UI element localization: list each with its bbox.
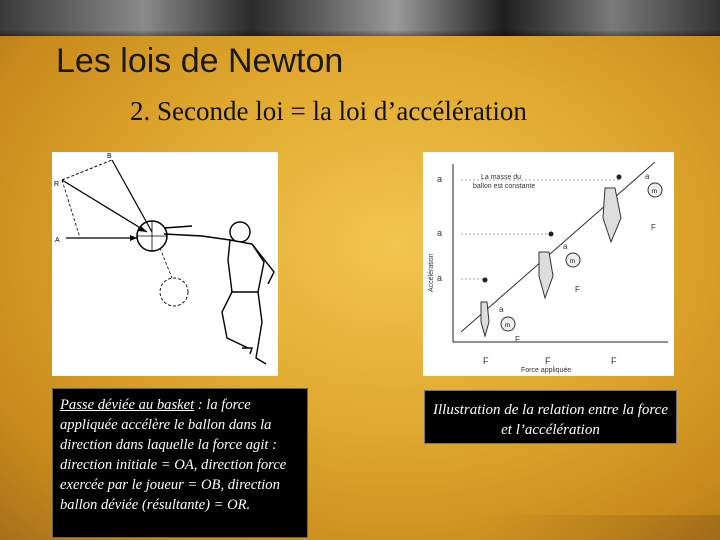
arrow-label-f2: F: [575, 285, 580, 294]
arrow-label-a3: a: [499, 305, 504, 314]
label-b: B: [107, 153, 112, 160]
caption-relation: Illustration de la relation entre la force et l’accélération: [424, 390, 677, 444]
x-tick-1: F: [483, 356, 489, 366]
arrow-label-a1: a: [563, 242, 568, 251]
basketball-diagram: [52, 152, 278, 376]
y-tick-1: a: [437, 174, 443, 184]
ball-label-1: m: [505, 323, 510, 329]
vector-b: [112, 160, 152, 232]
ball-label-3: m: [652, 189, 657, 195]
ball-label-2: m: [570, 259, 575, 265]
label-a: A: [55, 237, 60, 244]
y-tick-3: a: [437, 273, 443, 283]
arrow-label-f1: F: [515, 335, 520, 344]
x-tick-3: F: [611, 356, 617, 366]
caption-basketball-underlined: Passe déviée au basket: [60, 397, 195, 413]
x-axis-label: Force appliquée: [521, 367, 572, 374]
arrow-label-a2: a: [645, 172, 650, 181]
x-tick-2: F: [545, 356, 551, 366]
annotation-line-2: ballon est constante: [473, 183, 536, 190]
slide-subtitle: 2. Seconde loi = la loi d’accélération: [130, 96, 527, 126]
player-silhouette: [164, 222, 274, 364]
data-point-3: [617, 175, 622, 180]
basketball-player-figure: [52, 152, 278, 376]
vector-ob-dashed: [62, 160, 112, 180]
y-tick-2: a: [437, 228, 443, 238]
decorative-top-band: [0, 0, 720, 36]
arrow-label-f3: F: [651, 223, 656, 232]
data-point-1: [483, 278, 488, 283]
ball-trajectory-ghost: [160, 278, 188, 306]
arrowhead-a: [130, 235, 137, 241]
slide-title: Les lois de Newton: [56, 42, 344, 80]
annotation-line-1: La masse du: [481, 174, 522, 181]
caption-basketball: [52, 388, 308, 538]
y-axis-label: Accélération: [428, 253, 435, 292]
data-point-2: [549, 232, 554, 237]
caption-basketball-text: : la force appliquée accélère le ballon dans la direction dans laquelle la force agit : direction initiale = OA, direction force exercée par le joueur = OB, direction ballon déviée (résultante) = OR.: [60, 397, 287, 513]
force-acceleration-diagram: [423, 152, 674, 376]
force-acceleration-figure: [423, 152, 674, 376]
vector-or: [62, 180, 147, 232]
label-r: R: [54, 181, 60, 188]
decorative-bottom-band: [480, 515, 720, 540]
